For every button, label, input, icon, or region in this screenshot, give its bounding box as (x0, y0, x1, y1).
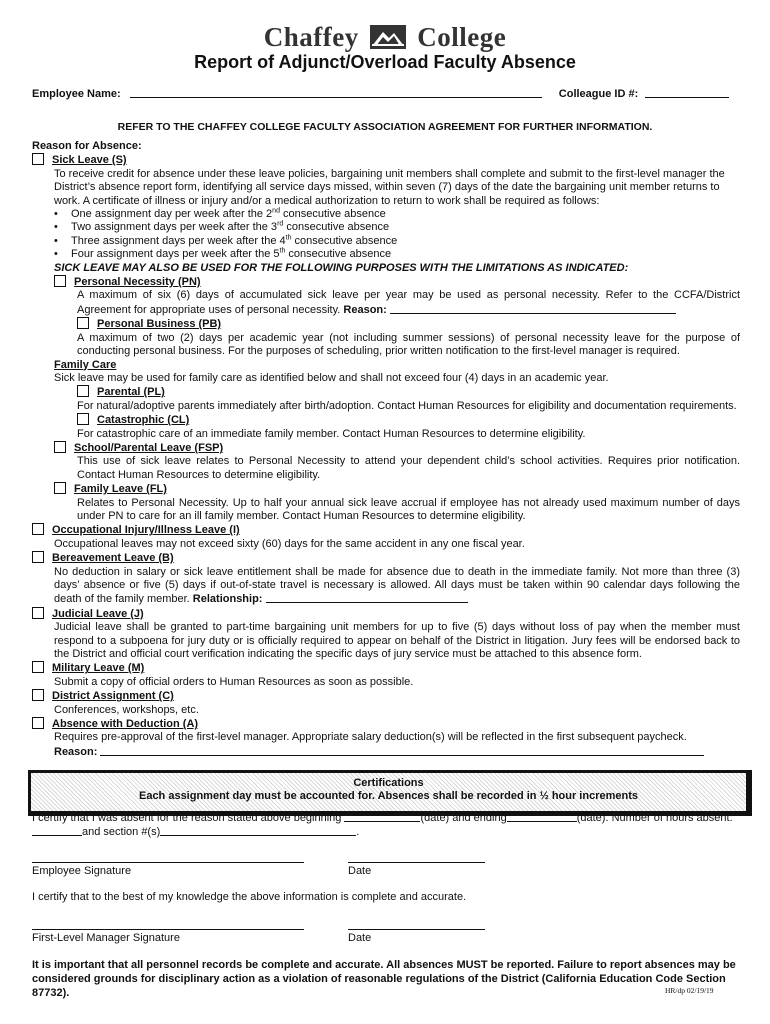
judicial-option (32, 607, 740, 621)
military-option (32, 661, 740, 675)
bereavement-option (32, 551, 740, 565)
absence-deduction-reason-label: Reason: (54, 745, 98, 758)
mountain-logo-icon (369, 24, 407, 50)
manager-date-label: Date (348, 932, 372, 944)
personal-necessity-reason-field[interactable] (390, 303, 676, 314)
employee-date-line[interactable] (348, 862, 485, 863)
relationship-field[interactable] (266, 592, 468, 603)
absence-deduction-label: Absence with Deduction (A) (52, 718, 199, 731)
certifications-title: Certifications (353, 777, 424, 789)
employee-name-label: Employee Name: (32, 88, 121, 100)
parental-label: Parental (PL) (97, 386, 165, 399)
employee-certification-text: I certify that I was absent for the reason stated above beginning (date) and ending (date). Number of hours absent: and section #(s) . (32, 812, 733, 839)
parental-checkbox[interactable] (77, 385, 89, 397)
section-field[interactable] (160, 825, 356, 836)
personal-necessity-text: A maximum of six (6) days of accumulated sick leave per year may be used as personal necessity. Refer to the CCFA/District Agreement for appropriate uses of personal necessity. Reason: (77, 289, 740, 316)
occupational-text: Occupational leaves may not exceed sixty (60) days for the same accident in any one fiscal year. (54, 537, 525, 550)
employee-date-label: Date (348, 865, 372, 877)
school-parental-option (32, 441, 740, 455)
district-assignment-text: Conferences, workshops, etc. (54, 703, 199, 716)
certifications-banner (28, 770, 752, 816)
school-parental-text: This use of sick leave relates to Personal Necessity to attend your dependent child’s school activities. Requires prior notification. Contact Human Resources to determine eligibility. (77, 455, 740, 481)
judicial-text: Judicial leave shall be granted to part-time bargaining unit members for up to five (5) days without loss of pay when the member must respond to a subpoena for jury duty or is officially required to appear on behalf of the District in litigation. Jury fees will be endorsed back to the District and official court verification indicating the specific days of jury service must be attached to this absence form. (54, 621, 740, 661)
district-assignment-checkbox[interactable] (32, 689, 44, 701)
relationship-label: Relationship: (192, 593, 263, 606)
family-care-text: Sick leave may be used for family care as identified below and shall not exceed four (4) days in an academic year. (54, 371, 609, 384)
manager-certification-text: I certify that to the best of my knowledge the above information is complete and accurate. (32, 891, 467, 903)
school-parental-label: School/Parental Leave (FSP) (74, 441, 224, 454)
family-leave-label: Family Leave (FL) (74, 483, 167, 496)
occupational-checkbox[interactable] (32, 523, 44, 535)
list-item: • Four assignment days per week after the 5th consecutive absence (54, 248, 740, 261)
catastrophic-label: Catastrophic (CL) (97, 414, 190, 427)
personal-necessity-checkbox[interactable] (54, 275, 66, 287)
absence-deduction-text: Requires pre-approval of the first-level manager. Appropriate salary deduction(s) will be reflected in the first subsequent paycheck. (54, 731, 687, 744)
reason-heading: Reason for Absence: (32, 140, 142, 152)
reasons-section (32, 140, 740, 759)
bereavement-checkbox[interactable] (32, 551, 44, 563)
chaffey-college-logo (0, 22, 770, 53)
list-item: • Two assignment days per week after the 3rd consecutive absence (54, 221, 740, 234)
military-checkbox[interactable] (32, 661, 44, 673)
occupational-label: Occupational Injury/Illness Leave (I) (52, 524, 240, 537)
district-assignment-label: District Assignment (C) (52, 690, 174, 703)
absence-deduction-reason-field[interactable] (100, 745, 704, 756)
catastrophic-checkbox[interactable] (77, 413, 89, 425)
school-parental-checkbox[interactable] (54, 441, 66, 453)
employee-name-field[interactable] (130, 87, 542, 98)
family-care-heading: Family Care (54, 358, 117, 371)
judicial-label: Judicial Leave (J) (52, 607, 144, 620)
family-leave-option (32, 482, 740, 496)
military-label: Military Leave (M) (52, 662, 145, 675)
employee-signature-label: Employee Signature (32, 865, 132, 877)
colleague-id-label: Colleague ID #: (558, 88, 639, 100)
absence-deduction-checkbox[interactable] (32, 717, 44, 729)
district-assignment-option (32, 689, 740, 703)
logo-word-right: College (417, 22, 507, 52)
occupational-option (32, 523, 740, 537)
certifications-subtitle: Each assignment day must be accounted for. Absences shall be recorded in ½ hour increments (138, 790, 639, 802)
judicial-checkbox[interactable] (32, 607, 44, 619)
bereavement-text: No deduction in salary or sick leave entitlement shall be made for absence due to death in the immediate family. Not more than three (3) days’ absence or five (5) days if out-of-state travel is necessary is allowed. All days must be taken within 90 calendar days following the death of the family member. Relationship: (54, 565, 740, 606)
personal-necessity-reason-label: Reason: (343, 303, 387, 316)
personal-necessity-option (32, 275, 740, 289)
sick-leave-bullets (32, 208, 740, 262)
parental-text: For natural/adoptive parents immediately after birth/adoption. Contact Human Resources for eligibility and documentation requirements. (77, 399, 737, 412)
manager-date-line[interactable] (348, 929, 485, 930)
personal-business-text: A maximum of two (2) days per academic year (not including summer sessions) of personal necessity leave for the purpose of conducting personal business. For the purposes of scheduling, prior written notification to the first-level manager is required. (77, 331, 740, 358)
personal-business-option (32, 317, 740, 331)
personal-business-label: Personal Business (PB) (97, 318, 222, 331)
manager-signature-line[interactable] (32, 929, 304, 930)
catastrophic-option (32, 413, 740, 427)
list-item: • Three assignment days per week after the 4th consecutive absence (54, 235, 740, 248)
catastrophic-text: For catastrophic care of an immediate family member. Contact Human Resources to determine eligibility. (77, 427, 586, 440)
employee-info-row (32, 87, 732, 100)
logo-word-left: Chaffey (263, 22, 359, 52)
parental-option (32, 385, 740, 399)
sick-leave-checkbox[interactable] (32, 153, 44, 165)
important-notice: It is important that all personnel records be complete and accurate. All absences MUST be reported. Failure to report absences may be considered grounds for disciplinary action as a violation of reasonable regulations of the District (California Education Code Section 87732). (32, 959, 736, 999)
employee-signature-line[interactable] (32, 862, 304, 863)
bereavement-label: Bereavement Leave (B) (52, 552, 174, 565)
end-date-field[interactable] (507, 811, 577, 822)
form-title: Report of Adjunct/Overload Faculty Absence (194, 52, 576, 72)
sick-leave-text: To receive credit for absence under these leave policies, bargaining unit members shall complete and submit to the first-level manager the District’s absence report form, identifying all service days missed, within seven (7) days of the date the bargaining unit member returns to work. A certificate of illness or injury and/or a medical authorization to return to work shall be required as follows: (54, 167, 725, 207)
colleague-id-field[interactable] (645, 87, 729, 98)
hours-absent-field[interactable] (32, 825, 82, 836)
form-code: HR/dp 02/19/19 (665, 986, 714, 995)
sick-leave-option (32, 153, 740, 167)
personal-necessity-label: Personal Necessity (PN) (74, 276, 201, 289)
sick-leave-label: Sick Leave (S) (52, 154, 127, 167)
refer-notice: REFER TO THE CHAFFEY COLLEGE FACULTY ASSOCIATION AGREEMENT FOR FURTHER INFORMATION. (117, 121, 653, 133)
absence-deduction-reason-row (32, 745, 740, 759)
absence-deduction-option (32, 717, 740, 731)
personal-business-checkbox[interactable] (77, 317, 89, 329)
begin-date-field[interactable] (344, 811, 420, 822)
military-text: Submit a copy of official orders to Human Resources as soon as possible. (54, 675, 414, 688)
list-item: • One assignment day per week after the 2nd consecutive absence (54, 208, 740, 221)
manager-signature-label: First-Level Manager Signature (32, 932, 180, 944)
family-leave-checkbox[interactable] (54, 482, 66, 494)
family-leave-text: Relates to Personal Necessity. Up to half your annual sick leave accrual if employee has not already used maximum number of days under PN to care for an ill family member. Contact Human Resources to determine eligibility. (77, 496, 740, 522)
sick-leave-also-heading: SICK LEAVE MAY ALSO BE USED FOR THE FOLLOWING PURPOSES WITH THE LIMITATIONS AS INDICATED: (54, 261, 629, 274)
